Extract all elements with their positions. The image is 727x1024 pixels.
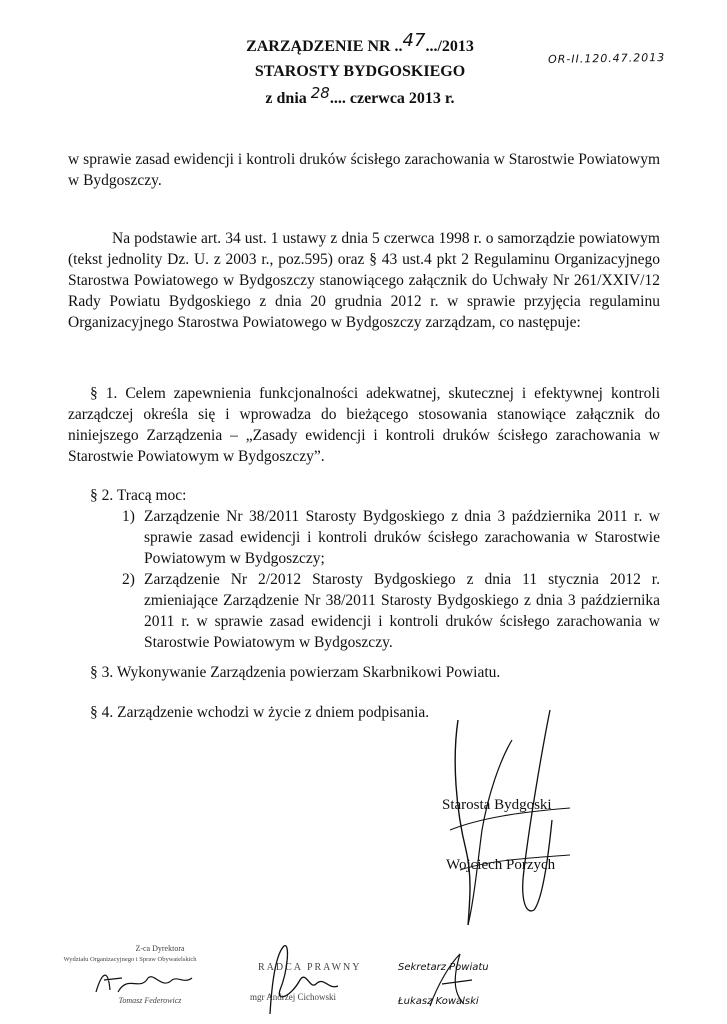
section-1 xyxy=(68,383,660,467)
section-2-item xyxy=(122,506,660,569)
middle-approval-signature xyxy=(250,940,350,1020)
date-prefix: z dnia xyxy=(265,90,311,107)
approval-left-name: Tomasz Federowicz xyxy=(118,996,182,1005)
section-2-mark: § 2. xyxy=(90,487,114,504)
section-4-mark: § 4. xyxy=(90,704,114,721)
section-2-item xyxy=(122,569,660,653)
approval-middle-title: RADCA PRAWNY xyxy=(258,962,362,973)
starosta-signature xyxy=(430,700,580,940)
section-1-mark: § 1. xyxy=(90,385,118,402)
document-authority: STAROSTY BYDGOSKIEGO xyxy=(254,63,466,80)
signature-name: Wojciech Porzych xyxy=(446,857,556,873)
left-approval-signature xyxy=(88,962,198,1002)
approval-left-line1: Z-ca Dyrektora xyxy=(135,944,185,953)
document-title xyxy=(180,30,540,59)
title-number: 47 xyxy=(402,30,426,51)
section-2-text: Tracą moc: xyxy=(116,487,187,504)
item-text: Zarządzenie Nr 2/2012 Starosty Bydgoskiego z dnia 11 stycznia 2012 r. zmieniające Zarządzenie Nr 38/2011 Starosty Bydgoskiego z dnia 3 października 2011 r. w sprawie zasad ewidencji i kontroli druków ścisłego zarachowania w Starostwie Powiatowym w Bydgoszczy. xyxy=(144,571,660,651)
date-suffix: .... czerwca 2013 r. xyxy=(329,90,455,107)
section-4-text: Zarządzenie wchodzi w życie z dniem podpisania. xyxy=(117,704,430,721)
approval-left-line2: Wydziału Organizacyjnego i Spraw Obywatelskich xyxy=(63,956,197,963)
title-suffix: .../2013 xyxy=(425,38,474,55)
document-date xyxy=(180,86,540,111)
preamble: Na podstawie art. 34 ust. 1 ustawy z dnia 5 czerwca 1998 r. o samorządzie powiatowym (tekst jednolity Dz. U. z 2003 r., poz.595) oraz § 43 ust.4 pkt 2 Regulaminu Organizacyjnego Starostwa Powiatowego w Bydgoszczy stanowiącego załącznik do Uchwały Nr 261/XXIV/12 Rady Powiatu Bydgoskiego z dnia 20 grudnia 2012 r. w sprawie przyjęcia regulaminu Organizacyjnego Starostwa Powiatowego w Bydgoszczy zarządzam, co następuje: xyxy=(68,230,660,331)
date-day: 28 xyxy=(310,84,330,102)
document-subject: w sprawie zasad ewidencji i kontroli druków ścisłego zarachowania w Starostwie Powiatowym w Bydgoszczy. xyxy=(68,151,660,189)
signature-title: Starosta Bydgoski xyxy=(442,797,552,813)
approval-right-title: Sekretarz Powiatu xyxy=(398,962,489,973)
item-number: 1) xyxy=(122,508,135,525)
reference-number: OR-II.120.47.2013 xyxy=(547,50,666,67)
item-text: Zarządzenie Nr 38/2011 Starosty Bydgoskiego z dnia 3 października 2011 r. w sprawie zasad ewidencji i kontroli druków ścisłego zarachowania w Starostwie Powiatowym w Bydgoszczy; xyxy=(144,508,660,567)
approval-right-name: Łukasz Kowalski xyxy=(398,996,479,1007)
section-2 xyxy=(90,485,660,506)
approval-middle-name: mgr Andrzej Cichowski xyxy=(250,992,336,1002)
section-3 xyxy=(90,662,660,683)
section-3-text: Wykonywanie Zarządzenia powierzam Skarbnikowi Powiatu. xyxy=(116,664,501,681)
section-3-mark: § 3. xyxy=(90,664,114,681)
title-prefix: ZARZĄDZENIE NR .. xyxy=(246,38,403,55)
section-1-text: Celem zapewnienia funkcjonalności adekwatnej, skutecznej i efektywnej kontroli zarządczej określa się i wprowadza do bieżącego stosowania stanowiące załącznik do niniejszego Zarządzenia – „Zasady ewidencji i kontroli druków ścisłego zarachowania w Starostwie Powiatowym w Bydgoszczy”. xyxy=(68,385,661,465)
item-number: 2) xyxy=(122,571,135,588)
right-approval-signature xyxy=(420,944,490,1014)
